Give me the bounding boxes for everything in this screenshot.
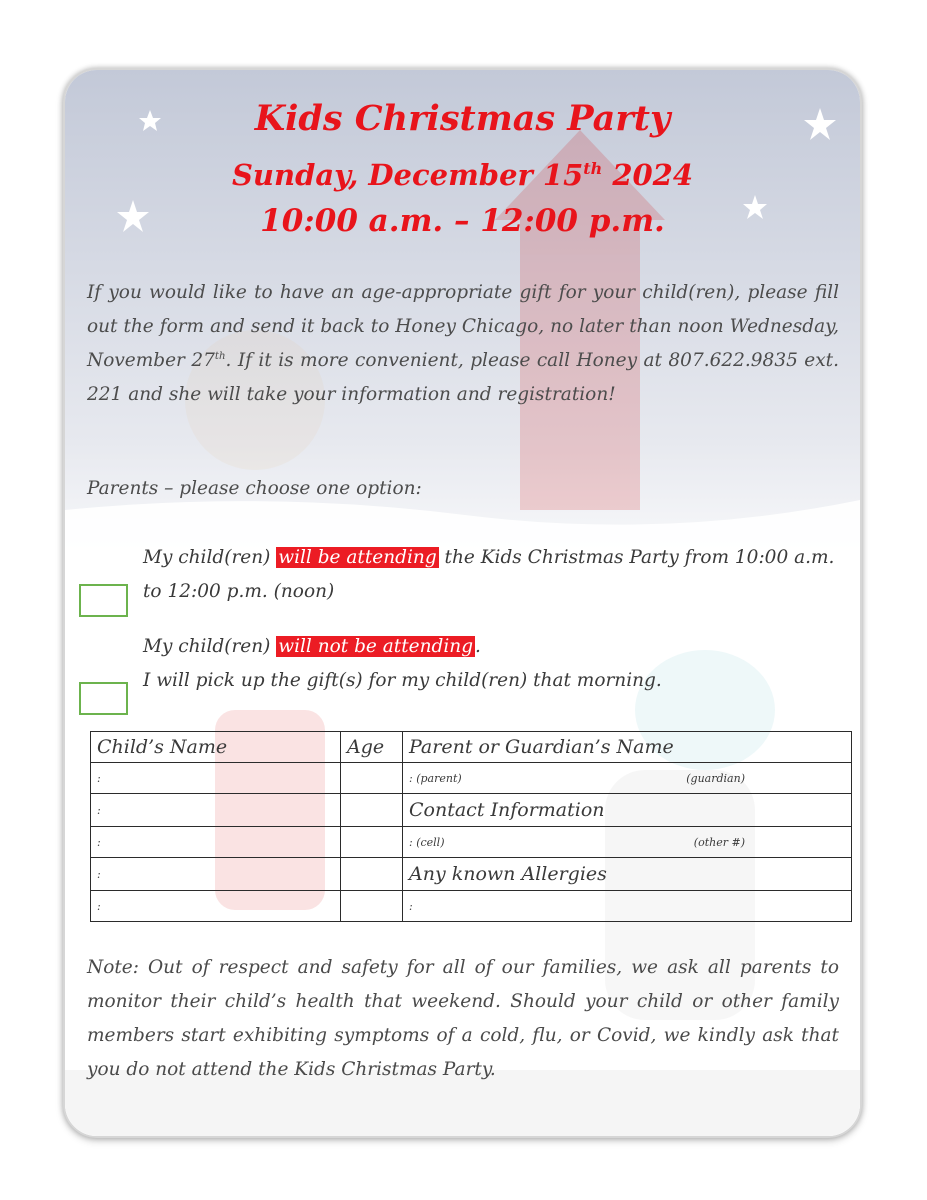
- event-time: 10:00 a.m. – 12:00 p.m.: [260, 203, 665, 239]
- age-cell[interactable]: [341, 891, 403, 922]
- event-title: Kids Christmas Party: [254, 98, 671, 139]
- attending-checkbox[interactable]: [79, 584, 128, 617]
- allergies-heading: Any known Allergies: [403, 858, 852, 891]
- registration-table: [90, 731, 852, 922]
- child-name-cell[interactable]: :: [91, 858, 341, 891]
- allergies-cell[interactable]: :: [403, 891, 852, 922]
- header-child-name: Child’s Name: [91, 732, 341, 763]
- header-age: Age: [341, 732, 403, 763]
- parent-guardian-cell[interactable]: : (parent) (guardian): [403, 763, 852, 794]
- header-parent-name: Parent or Guardian’s Name: [403, 732, 852, 763]
- option-attending-text: My child(ren) will be attending the Kids Christmas Party from 10:00 a.m. to 12:00 p.m. (noon): [143, 547, 835, 602]
- age-cell[interactable]: [341, 794, 403, 827]
- event-date: Sunday, December 15th 2024: [231, 158, 694, 192]
- child-name-cell[interactable]: :: [91, 763, 341, 794]
- health-note: Note: Out of respect and safety for all of our families, we ask all parents to monitor their child’s health that weekend. Should your child or other family members start exhibiting symptoms of a cold, flu, or Covid, we kindly ask that you do not attend the Kids Christmas Party.: [87, 957, 839, 1080]
- age-cell[interactable]: [341, 858, 403, 891]
- highlight-attending: will be attending: [278, 547, 437, 568]
- child-name-cell[interactable]: :: [91, 794, 341, 827]
- table-row: [91, 794, 852, 827]
- age-cell[interactable]: [341, 827, 403, 858]
- contact-info-heading: Contact Information: [403, 794, 852, 827]
- table-header-row: [91, 732, 852, 763]
- not-attending-checkbox[interactable]: [79, 682, 128, 715]
- age-cell[interactable]: [341, 763, 403, 794]
- table-row: [91, 858, 852, 891]
- table-row: [91, 763, 852, 794]
- choose-option-label: Parents – please choose one option:: [87, 478, 422, 499]
- table-row: [91, 891, 852, 922]
- intro-paragraph: If you would like to have an age-appropriate gift for your child(ren), please fill out the form and send it back to Honey Chicago, no later than noon Wednesday, November 27th. If it is more convenient, please call Honey at 807.622.9835 ext. 221 and she will take your information and registration!: [87, 282, 839, 405]
- child-name-cell[interactable]: :: [91, 891, 341, 922]
- option-not-attending-text: My child(ren) will not be attending . I will pick up the gift(s) for my child(ren) that morning.: [143, 636, 662, 691]
- flyer-card: [63, 68, 862, 1138]
- table-row: [91, 827, 852, 858]
- contact-cell[interactable]: : (cell) (other #): [403, 827, 852, 858]
- child-name-cell[interactable]: :: [91, 827, 341, 858]
- highlight-not-attending: will not be attending: [278, 636, 474, 657]
